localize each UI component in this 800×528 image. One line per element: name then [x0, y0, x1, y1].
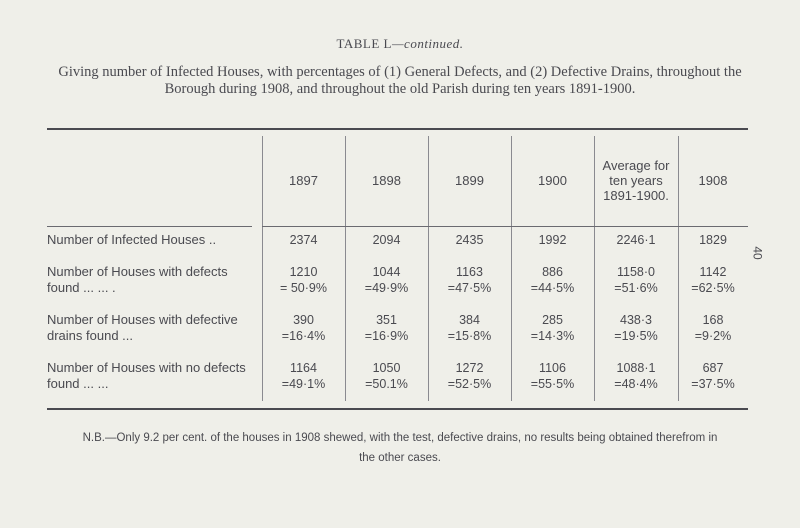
table-cell: [428, 360, 511, 392]
cell-percentage: =44·5%: [530, 281, 575, 295]
cell-value: 1158·0: [617, 265, 655, 279]
table-cell: [511, 312, 594, 344]
cell-value: 1163: [456, 265, 483, 279]
table-cell: [511, 360, 594, 392]
page-number: 40: [750, 246, 765, 260]
table-cell: [262, 264, 345, 296]
cell-value: 1142: [699, 265, 727, 279]
cell-percentage: =16·4%: [281, 329, 326, 343]
table-cell: 2435: [455, 233, 484, 247]
cell-value: 285: [542, 313, 563, 327]
cell-percentage: =51·6%: [614, 281, 658, 295]
table-cell: 2246·1: [616, 233, 656, 247]
header-rule: [47, 226, 252, 227]
table-title-main: TABLE L: [336, 36, 392, 51]
table-cell: [511, 264, 594, 296]
table-cell: 1992: [538, 233, 567, 247]
cell-percentage: =47·5%: [447, 281, 492, 295]
cell-value: 384: [459, 313, 480, 327]
table-cell: 1829: [699, 233, 727, 247]
cell-value: 351: [376, 313, 397, 327]
table-bottom-rule: [47, 408, 748, 410]
table-cell: [678, 360, 748, 392]
table-cell: [262, 312, 345, 344]
table-title: [0, 36, 800, 52]
table-cell: [428, 264, 511, 296]
cell-value: 886: [542, 265, 563, 279]
table-cell: [345, 264, 428, 296]
column-header-1898: 1898: [372, 172, 401, 188]
cell-percentage: = 50·9%: [280, 281, 327, 295]
table-top-rule: [47, 128, 748, 130]
row-label-houses-with-defects: Number of Houses with defects found ... ... .: [47, 264, 228, 295]
table-caption: Giving number of Infected Houses, with percentages of (1) General Defects, and (2) Defective Drains, throughout the Borough during 1908, and throughout the old Parish during ten years 1891-1900.: [58, 64, 742, 97]
table-cell: [345, 312, 428, 344]
table-cell: [678, 264, 748, 296]
cell-value: 1044: [372, 265, 401, 279]
cell-value: 1272: [455, 361, 484, 375]
table-cell: [594, 360, 678, 392]
header-rule: [262, 226, 748, 227]
table-cell: [428, 312, 511, 344]
cell-percentage: =37·5%: [691, 377, 735, 391]
row-label-no-defects: Number of Houses with no defects found ... ...: [47, 360, 246, 391]
cell-percentage: =14·3%: [530, 329, 575, 343]
cell-percentage: =49·9%: [364, 281, 409, 295]
cell-percentage: =19·5%: [614, 329, 658, 343]
cell-percentage: =50.1%: [365, 377, 408, 391]
cell-percentage: =48·4%: [614, 377, 658, 391]
cell-value: 1164: [290, 361, 317, 375]
cell-percentage: =49·1%: [281, 377, 326, 391]
table-cell: [594, 312, 678, 344]
table-cell: 2374: [289, 233, 318, 247]
cell-value: 1088·1: [616, 361, 656, 375]
table-cell: 2094: [372, 233, 401, 247]
row-label-infected-houses: Number of Infected Houses ..: [47, 232, 217, 247]
cell-percentage: =16·9%: [364, 329, 409, 343]
cell-percentage: =62·5%: [691, 281, 735, 295]
cell-percentage: =55·5%: [530, 377, 575, 391]
cell-value: 390: [293, 313, 314, 327]
column-header-average: Average for ten years 1891-1900.: [602, 157, 670, 203]
cell-value: 438·3: [620, 313, 652, 327]
row-label-defective-drains: Number of Houses with defective drains found ...: [47, 312, 238, 343]
footnote: N.B.—Only 9.2 per cent. of the houses in 1908 shewed, with the test, defective drains, no results being obtained therefrom in the other cases.: [82, 432, 718, 464]
cell-value: 1106: [539, 361, 566, 375]
table-cell: [678, 312, 748, 344]
cell-value: 1050: [372, 361, 401, 375]
column-header-1908: 1908: [698, 172, 728, 188]
table-cell: [262, 360, 345, 392]
table-cell: [594, 264, 678, 296]
cell-percentage: =9·2%: [694, 329, 732, 343]
table-cell: [345, 360, 428, 392]
cell-value: 1210: [289, 265, 318, 279]
column-header-1897: 1897: [289, 172, 318, 188]
table-title-suffix: —continued.: [391, 36, 464, 51]
column-header-1900: 1900: [538, 172, 567, 188]
cell-percentage: =15·8%: [447, 329, 492, 343]
column-header-1899: 1899: [455, 172, 484, 188]
cell-value: 687: [702, 361, 724, 375]
cell-percentage: =52·5%: [447, 377, 492, 391]
cell-value: 168: [702, 313, 724, 327]
